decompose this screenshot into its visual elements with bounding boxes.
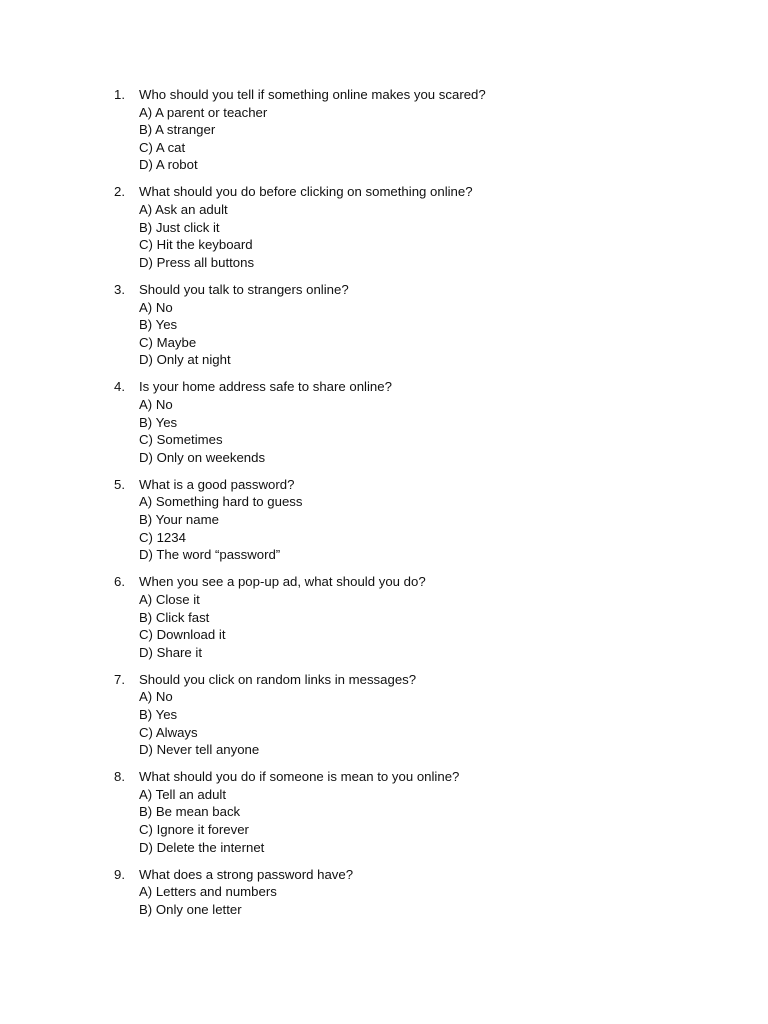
question-item bbox=[114, 86, 714, 174]
answer-option: D) Only on weekends bbox=[139, 449, 266, 465]
answer-option-list bbox=[139, 104, 714, 174]
answer-option: C) 1234 bbox=[139, 529, 186, 545]
question-line bbox=[114, 378, 714, 396]
answer-option: B) Just click it bbox=[139, 219, 220, 235]
answer-option-list bbox=[139, 688, 714, 758]
question-line bbox=[114, 768, 714, 786]
question-item bbox=[114, 671, 714, 759]
question-text: Who should you tell if something online makes you scared? bbox=[139, 87, 486, 102]
answer-option: D) The word “password” bbox=[139, 547, 281, 563]
answer-option: B) A stranger bbox=[139, 122, 216, 138]
question-text: What should you do if someone is mean to you online? bbox=[139, 769, 460, 785]
answer-option: C) Hit the keyboard bbox=[139, 237, 253, 253]
answer-option: C) Download it bbox=[139, 627, 226, 643]
question-number: 5. bbox=[114, 476, 125, 492]
question-item bbox=[114, 476, 714, 564]
answer-option: A) Close it bbox=[139, 591, 200, 607]
answer-option-list bbox=[139, 591, 714, 661]
question-text: What does a strong password have? bbox=[139, 866, 354, 882]
question-text: Should you talk to strangers online? bbox=[139, 281, 349, 297]
answer-option-list bbox=[139, 883, 714, 918]
answer-option: D) Only at night bbox=[139, 352, 231, 368]
answer-option-list bbox=[139, 201, 714, 271]
answer-option: C) Maybe bbox=[139, 334, 197, 350]
question-text: What is a good password? bbox=[139, 476, 295, 492]
question-item bbox=[114, 281, 714, 369]
answer-option: A) No bbox=[139, 397, 173, 412]
answer-option-list bbox=[139, 299, 714, 369]
question-item bbox=[114, 768, 714, 856]
answer-option: D) Press all buttons bbox=[139, 254, 255, 270]
question-line bbox=[114, 281, 714, 299]
answer-option: A) Tell an adult bbox=[139, 786, 226, 802]
answer-option: C) Ignore it forever bbox=[139, 822, 249, 838]
answer-option: A) Letters and numbers bbox=[139, 884, 277, 900]
question-item bbox=[114, 573, 714, 661]
answer-option: A) Something hard to guess bbox=[139, 494, 303, 510]
answer-option: A) Ask an adult bbox=[139, 202, 228, 218]
question-text: When you see a pop-up ad, what should you do? bbox=[139, 574, 426, 590]
question-item bbox=[114, 866, 714, 919]
answer-option: A) No bbox=[139, 689, 173, 705]
question-item bbox=[114, 183, 714, 271]
question-line bbox=[114, 573, 714, 591]
answer-option: A) A parent or teacher bbox=[139, 104, 268, 120]
question-number: 3. bbox=[114, 281, 125, 297]
answer-option: D) Share it bbox=[139, 644, 203, 660]
question-line bbox=[114, 86, 714, 104]
answer-option: B) Yes bbox=[139, 707, 178, 722]
question-item bbox=[114, 378, 714, 466]
question-number: 7. bbox=[114, 671, 125, 687]
answer-option: C) A cat bbox=[139, 139, 186, 155]
answer-option: D) A robot bbox=[139, 157, 198, 173]
question-number: 1. bbox=[114, 87, 125, 102]
question-text: Is your home address safe to share online? bbox=[139, 379, 392, 395]
answer-option: B) Be mean back bbox=[139, 804, 241, 820]
answer-option: B) Your name bbox=[139, 512, 219, 528]
answer-option: B) Only one letter bbox=[139, 901, 242, 917]
answer-option: B) Yes bbox=[139, 414, 178, 430]
answer-option: A) No bbox=[139, 299, 173, 315]
answer-option: B) Yes bbox=[139, 317, 178, 333]
question-line bbox=[114, 866, 714, 884]
quiz-question-list bbox=[114, 86, 714, 928]
question-text: What should you do before clicking on something online? bbox=[139, 184, 473, 200]
question-line bbox=[114, 476, 714, 494]
answer-option: C) Always bbox=[139, 724, 198, 740]
answer-option: B) Click fast bbox=[139, 609, 210, 625]
question-line bbox=[114, 671, 714, 689]
answer-option: D) Never tell anyone bbox=[139, 742, 260, 758]
answer-option-list bbox=[139, 396, 714, 466]
question-number: 6. bbox=[114, 574, 125, 590]
question-line bbox=[114, 183, 714, 201]
question-number: 4. bbox=[114, 379, 125, 395]
answer-option-list bbox=[139, 493, 714, 563]
question-text: Should you click on random links in messages? bbox=[139, 671, 417, 687]
question-number: 8. bbox=[114, 769, 125, 785]
question-number: 2. bbox=[114, 184, 125, 200]
answer-option-list bbox=[139, 786, 714, 856]
question-number: 9. bbox=[114, 866, 125, 882]
answer-option: D) Delete the internet bbox=[139, 839, 265, 855]
answer-option: C) Sometimes bbox=[139, 432, 223, 448]
